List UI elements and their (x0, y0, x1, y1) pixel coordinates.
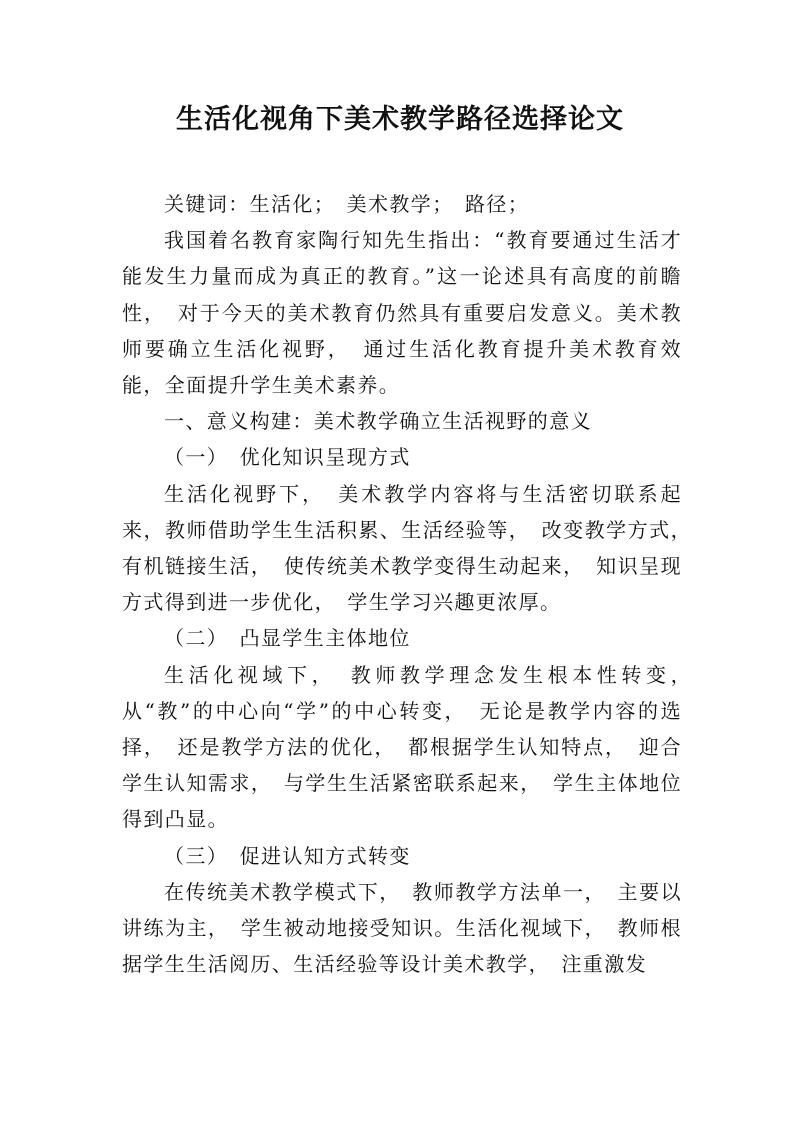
intro-paragraph: 我国着名教育家陶行知先生指出：“教育要通过生活才能发生力量而成为真正的教育。”这一论述具有高度的前瞻性， 对于今天的美术教育仍然具有重要启发意义。美术教师要确立生活化视野， 通过生活化教育提升美术教育效能，全面提升学生美术素养。 (122, 228, 682, 398)
document-body (122, 186, 704, 982)
document-title: 生活化视角下美术教学路径选择论文 (176, 104, 624, 135)
keywords-line: 关键词：生活化； 美术教学； 路径； (164, 192, 530, 216)
subsection-heading-2: （二） 凸显学生主体地位 (164, 626, 411, 651)
body-paragraph-1: 生活化视野下， 美术教学内容将与生活密切联系起来，教师借助学生生活积累、生活经验等， 改变教学方式， 有机链接生活， 使传统美术教学变得生动起来， 知识呈现方式得到进一步优化， 学生学习兴趣更浓厚。 (122, 481, 704, 615)
section-heading-1: 一、意义构建：美术教学确立生活视野的意义 (164, 409, 592, 434)
subsection-heading-1: （一） 优化知识呈现方式 (164, 445, 411, 470)
body-paragraph-3: 在传统美术教学模式下， 教师教学方法单一， 主要以讲练为主， 学生被动地接受知识。生活化视域下， 教师根据学生生活阅历、生活经验等设计美术教学， 注重激发 (122, 879, 682, 977)
subsection-heading-3: （三） 促进认知方式转变 (164, 843, 411, 868)
body-paragraph-2: 生活化视域下， 教师教学理念发生根本性转变， 从“教”的中心向“学”的中心转变， 无论是教学内容的选择， 还是教学方法的优化， 都根据学生认知特点， 迎合学生认知需求， 与学生生活紧密联系起来， 学生主体地位得到凸显。 (122, 662, 704, 832)
